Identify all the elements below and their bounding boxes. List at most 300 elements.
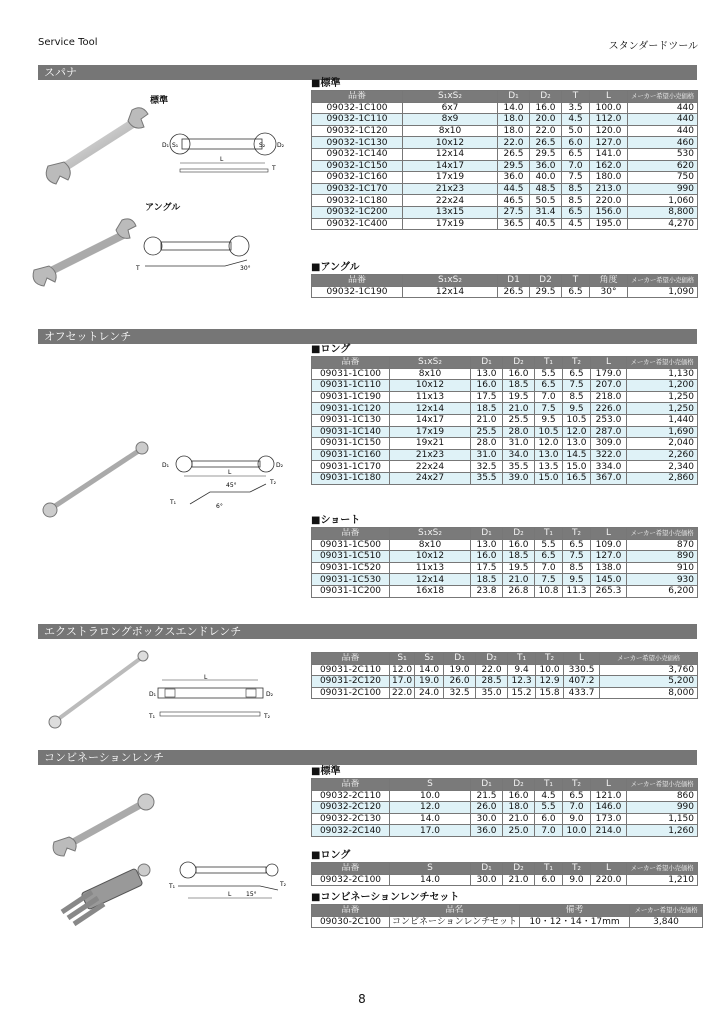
table-cell: 19.0 (415, 676, 444, 688)
table-cell: 330.5 (564, 664, 600, 676)
table-cell: 5.5 (535, 539, 563, 551)
table-cell: 8.5 (563, 391, 591, 403)
column-header: L (564, 653, 600, 665)
table-cell: 09032-1C110 (312, 114, 403, 126)
table-cell: 1,440 (627, 414, 698, 426)
table-cell: 09031-1C190 (312, 391, 390, 403)
table-cell: 16.0 (471, 551, 503, 563)
table-cell: 40.5 (530, 218, 562, 230)
table-cell: 09032-1C100 (312, 102, 403, 114)
table-cell: 18.5 (471, 574, 503, 586)
table-row (312, 172, 698, 184)
table-cell: 44.5 (498, 183, 530, 195)
table-cell: 30.0 (471, 874, 503, 886)
table-cell: 9.4 (508, 664, 536, 676)
column-header: メーカー希望小売価格 (628, 91, 698, 103)
table-cell: 36.0 (471, 825, 503, 837)
table-cell: 21.0 (503, 403, 535, 415)
table-cell: 40.0 (530, 172, 562, 184)
table-cell: 5,200 (600, 676, 698, 688)
table-cell: 09031-1C160 (312, 449, 390, 461)
column-header: 品番 (312, 863, 390, 875)
table-header-row (312, 905, 703, 917)
table-cell: 22x24 (390, 461, 471, 473)
table-row (312, 551, 698, 563)
spanner-angle-photo (30, 212, 150, 292)
table-cell: 21.0 (503, 874, 535, 886)
table-cell: 09032-2C100 (312, 874, 390, 886)
table-cell: 16.5 (563, 472, 591, 484)
table-cell: 9.5 (535, 414, 563, 426)
table-cell: 8x10 (403, 125, 498, 137)
offset-d2-label: D₂ (276, 462, 284, 469)
table-cell: 990 (627, 802, 698, 814)
table-cell: 35.5 (471, 472, 503, 484)
table-cell: 17.0 (390, 825, 471, 837)
table-cell: 10.0 (536, 664, 564, 676)
table-cell: 109.0 (591, 539, 627, 551)
table-cell: 22.0 (476, 664, 508, 676)
column-header: メーカー希望小売価格 (628, 275, 698, 287)
column-header: T (562, 91, 590, 103)
table-cell: 8.5 (563, 562, 591, 574)
column-header: D₂ (476, 653, 508, 665)
table-cell: 207.0 (591, 380, 627, 392)
table-cell: 18.5 (471, 403, 503, 415)
table-cell: 1,690 (627, 426, 698, 438)
table-cell: 32.5 (444, 687, 476, 699)
table-cell: 20.0 (530, 114, 562, 126)
subtitle-combo-set: ■コンビネーションレンチセット (311, 892, 460, 903)
section-title-box: エクストラロングボックスエンドレンチ (38, 624, 697, 639)
table-cell: 16.0 (503, 368, 535, 380)
table-cell: 16.0 (503, 790, 535, 802)
table-cell: 09032-1C180 (312, 195, 403, 207)
table-cell: 220.0 (591, 874, 627, 886)
table-cell: 48.5 (530, 183, 562, 195)
table-row (312, 380, 698, 392)
table-row (312, 813, 698, 825)
offset-d1-label: D₁ (162, 462, 170, 469)
t-label-angle: T (136, 265, 140, 272)
table-cell: 8x10 (390, 368, 471, 380)
table-cell: 1,150 (627, 813, 698, 825)
column-header: L (591, 779, 627, 791)
table-cell: 25.5 (471, 426, 503, 438)
spanner-angle-diagram (135, 230, 265, 275)
table-cell: 5.0 (562, 125, 590, 137)
table-cell: 7.5 (563, 551, 591, 563)
subtitle-offset-short: ■ショート (311, 515, 361, 526)
box-table (311, 652, 698, 699)
table-cell: 17.5 (471, 391, 503, 403)
table-row (312, 574, 698, 586)
table-cell: 35.0 (476, 687, 508, 699)
combo-set-table (311, 904, 703, 928)
table-cell: 11x13 (390, 391, 471, 403)
table-cell: 12.0 (390, 664, 415, 676)
s1-label: S₁ (172, 142, 179, 149)
table-cell: 17x19 (390, 426, 471, 438)
table-cell: 287.0 (591, 426, 627, 438)
table-cell: 1,260 (627, 825, 698, 837)
table-cell: 1,250 (627, 391, 698, 403)
table-cell: 09031-2C100 (312, 687, 390, 699)
table-header-row (312, 528, 698, 540)
table-cell: 890 (627, 551, 698, 563)
column-header: 品番 (312, 357, 390, 369)
table-cell: 12x14 (403, 148, 498, 160)
table-cell: 18.0 (498, 125, 530, 137)
offset-diagram (160, 452, 295, 510)
spanner-std-table (311, 90, 698, 230)
table-cell: 13.0 (471, 368, 503, 380)
spanner-std-diagram (160, 125, 295, 175)
s2-label: S₂ (259, 142, 266, 149)
page-number: 8 (358, 992, 366, 1006)
table-row (312, 286, 698, 298)
table-cell: 6.0 (562, 137, 590, 149)
combo-std-table (311, 778, 698, 837)
table-cell: 09031-1C520 (312, 562, 390, 574)
table-cell: 13.5 (535, 461, 563, 473)
table-cell: 13.0 (563, 438, 591, 450)
table-cell: 14.0 (498, 102, 530, 114)
table-cell: 7.0 (535, 391, 563, 403)
table-row (312, 114, 698, 126)
table-header-row (312, 863, 698, 875)
table-cell: 218.0 (591, 391, 627, 403)
table-cell: 7.0 (563, 802, 591, 814)
table-cell: 3.5 (562, 102, 590, 114)
table-cell: 09031-1C510 (312, 551, 390, 563)
table-cell: 2,260 (627, 449, 698, 461)
column-header: D₂ (503, 779, 535, 791)
table-cell: 13.0 (471, 539, 503, 551)
table-cell: 09031-1C170 (312, 461, 390, 473)
table-cell: 1,210 (627, 874, 698, 886)
table-row (312, 206, 698, 218)
table-cell: 6.5 (563, 790, 591, 802)
table-cell: 10.0 (563, 825, 591, 837)
table-cell: 8,800 (628, 206, 698, 218)
table-cell: 10.5 (563, 414, 591, 426)
angle30-label: 30° (240, 265, 251, 272)
box-d2-label: D₂ (266, 691, 274, 698)
section-title-combo: コンビネーションレンチ (38, 750, 697, 765)
table-cell: 09031-2C110 (312, 664, 390, 676)
column-header: 品番 (312, 528, 390, 540)
table-cell: 6.0 (535, 874, 563, 886)
column-header: D2 (530, 275, 562, 287)
table-cell: 156.0 (590, 206, 628, 218)
table-cell: 18.5 (503, 380, 535, 392)
table-cell: 195.0 (590, 218, 628, 230)
column-header: D1 (498, 275, 530, 287)
column-header: D₁ (471, 528, 503, 540)
combo-t1-label: T₁ (169, 883, 176, 890)
column-header: T₁ (535, 528, 563, 540)
table-cell: 29.5 (530, 148, 562, 160)
table-cell: 19.5 (503, 562, 535, 574)
table-cell: 27.5 (498, 206, 530, 218)
table-row (312, 102, 698, 114)
table-cell: 32.5 (471, 461, 503, 473)
table-row (312, 562, 698, 574)
t-label: T (272, 165, 276, 172)
table-cell: 31.0 (503, 438, 535, 450)
table-cell: 22x24 (403, 195, 498, 207)
table-header-row (312, 653, 698, 665)
table-cell: 9.0 (563, 874, 591, 886)
table-cell: 440 (628, 125, 698, 137)
column-header: D₁ (471, 779, 503, 791)
column-header: メーカー希望小売価格 (627, 528, 698, 540)
column-header: T (562, 275, 590, 287)
column-header: T₁ (535, 863, 563, 875)
combo-l-label: L (228, 891, 232, 898)
table-cell: 13.0 (535, 449, 563, 461)
table-row (312, 391, 698, 403)
column-header: メーカー希望小売価格 (627, 779, 698, 791)
table-cell: 162.0 (590, 160, 628, 172)
table-row (312, 148, 698, 160)
table-cell: 31.4 (530, 206, 562, 218)
column-header: メーカー希望小売価格 (600, 653, 698, 665)
column-header: 品名 (390, 905, 520, 917)
table-cell: 3,840 (630, 916, 703, 928)
table-cell: 9.5 (563, 403, 591, 415)
table-cell: 8x10 (390, 539, 471, 551)
offset-45-label: 45° (226, 482, 237, 489)
table-cell: 990 (628, 183, 698, 195)
table-row (312, 438, 698, 450)
table-cell: 09031-2C120 (312, 676, 390, 688)
table-cell: 14.5 (563, 449, 591, 461)
table-cell: 6.0 (535, 813, 563, 825)
column-header: 品番 (312, 779, 390, 791)
column-header: 品番 (312, 275, 403, 287)
column-header: D₁ (444, 653, 476, 665)
combo-15-label: 15° (246, 891, 257, 898)
table-cell: 23.8 (471, 585, 503, 597)
table-cell: 15.2 (508, 687, 536, 699)
column-header: S₁ (390, 653, 415, 665)
table-cell: 8,000 (600, 687, 698, 699)
table-cell: 12.0 (535, 438, 563, 450)
table-cell: 12.3 (508, 676, 536, 688)
table-cell: 26.5 (498, 286, 530, 298)
table-cell: 7.5 (563, 380, 591, 392)
table-cell: 870 (627, 539, 698, 551)
table-cell: 10x12 (403, 137, 498, 149)
column-header: S₁xS₂ (403, 275, 498, 287)
table-row (312, 539, 698, 551)
table-cell: 750 (628, 172, 698, 184)
table-row (312, 137, 698, 149)
offset-long-table (311, 356, 698, 485)
column-header: T₁ (508, 653, 536, 665)
table-cell: 367.0 (591, 472, 627, 484)
table-cell: 24.0 (415, 687, 444, 699)
table-row (312, 160, 698, 172)
table-cell: 50.5 (530, 195, 562, 207)
header-right: スタンダードツール (608, 41, 698, 52)
column-header: メーカー希望小売価格 (627, 863, 698, 875)
table-row (312, 125, 698, 137)
table-cell: 2,860 (627, 472, 698, 484)
offset-6-label: 6° (216, 503, 223, 510)
table-cell: 14.0 (390, 874, 471, 886)
table-cell: 21x23 (390, 449, 471, 461)
table-cell: 322.0 (591, 449, 627, 461)
d1-label: D₁ (162, 142, 170, 149)
column-header: S₁xS₂ (403, 91, 498, 103)
table-cell: 12x14 (403, 286, 498, 298)
table-cell: 26.5 (530, 137, 562, 149)
table-cell: 11x13 (390, 562, 471, 574)
table-cell: 179.0 (591, 368, 627, 380)
table-cell: 09032-2C140 (312, 825, 390, 837)
table-cell: 4.5 (535, 790, 563, 802)
table-cell: 09031-1C120 (312, 403, 390, 415)
table-cell: 17x19 (403, 218, 498, 230)
column-header: T₂ (536, 653, 564, 665)
table-cell: 620 (628, 160, 698, 172)
table-cell: 138.0 (591, 562, 627, 574)
box-diagram (148, 672, 288, 722)
table-cell: 1,060 (628, 195, 698, 207)
table-cell: 09031-1C150 (312, 438, 390, 450)
table-cell: 127.0 (590, 137, 628, 149)
column-header: L (590, 91, 628, 103)
table-cell: 09032-1C200 (312, 206, 403, 218)
table-cell: 18.0 (503, 802, 535, 814)
table-cell: 12.0 (563, 426, 591, 438)
combo-long-table (311, 862, 698, 886)
table-cell: 25.5 (503, 414, 535, 426)
table-cell: 7.5 (535, 574, 563, 586)
table-cell: 6.5 (562, 286, 590, 298)
table-cell: 21.0 (471, 414, 503, 426)
table-cell: 5.5 (535, 368, 563, 380)
table-cell: 39.0 (503, 472, 535, 484)
table-cell: 09032-1C170 (312, 183, 403, 195)
table-cell: 16.0 (471, 380, 503, 392)
table-cell: 226.0 (591, 403, 627, 415)
table-cell: 334.0 (591, 461, 627, 473)
table-cell: 09031-1C530 (312, 574, 390, 586)
table-row (312, 790, 698, 802)
table-cell: 09032-2C130 (312, 813, 390, 825)
table-cell: 127.0 (591, 551, 627, 563)
table-cell: 09031-1C140 (312, 426, 390, 438)
table-cell: 1,130 (627, 368, 698, 380)
table-cell: 910 (627, 562, 698, 574)
table-row (312, 585, 698, 597)
table-cell: 407.2 (564, 676, 600, 688)
table-cell: 112.0 (590, 114, 628, 126)
box-d1-label: D₁ (149, 691, 157, 698)
table-cell: 15.0 (535, 472, 563, 484)
table-cell: 09032-1C150 (312, 160, 403, 172)
table-cell: 440 (628, 114, 698, 126)
table-cell: 09032-1C140 (312, 148, 403, 160)
table-cell: 309.0 (591, 438, 627, 450)
column-header: 品番 (312, 653, 390, 665)
table-cell: 860 (627, 790, 698, 802)
table-cell: 24x27 (390, 472, 471, 484)
table-cell: コンビネーションレンチセット (390, 916, 520, 928)
table-cell: 7.5 (562, 172, 590, 184)
header-left: Service Tool (38, 37, 98, 48)
table-cell: 09032-1C130 (312, 137, 403, 149)
table-row (312, 461, 698, 473)
column-header: T₂ (563, 357, 591, 369)
spanner-angle-table (311, 274, 698, 298)
column-header: S₁xS₂ (390, 528, 471, 540)
offset-wrench-photo (40, 440, 160, 520)
column-header: S₂ (415, 653, 444, 665)
table-cell: 25.0 (503, 825, 535, 837)
table-cell: 460 (628, 137, 698, 149)
table-cell: 7.5 (535, 403, 563, 415)
column-header: T₂ (563, 779, 591, 791)
table-cell: 9.5 (563, 574, 591, 586)
table-row (312, 664, 698, 676)
table-cell: 15.0 (563, 461, 591, 473)
table-cell: 4,270 (628, 218, 698, 230)
table-cell: 10.8 (535, 585, 563, 597)
subtitle-combo-long: ■ロング (311, 850, 351, 861)
table-cell: 11.3 (563, 585, 591, 597)
table-cell: 09032-1C120 (312, 125, 403, 137)
table-cell: 09031-1C100 (312, 368, 390, 380)
column-header: メーカー希望小売価格 (630, 905, 703, 917)
table-cell: 34.0 (503, 449, 535, 461)
offset-t1-label: T₁ (170, 499, 177, 506)
table-cell: 5.5 (535, 802, 563, 814)
spanner-photo (40, 100, 160, 190)
table-cell: 09031-1C200 (312, 585, 390, 597)
table-cell: 6.5 (535, 551, 563, 563)
table-cell: 09031-1C180 (312, 472, 390, 484)
subtitle-spanner-std: ■標準 (311, 78, 341, 89)
table-cell: 8.5 (562, 195, 590, 207)
table-cell: 145.0 (591, 574, 627, 586)
table-row (312, 916, 703, 928)
table-row (312, 676, 698, 688)
table-row (312, 472, 698, 484)
column-header: 角度 (590, 275, 628, 287)
label-spanner-angle: アングル (145, 203, 181, 213)
table-cell: 19.0 (444, 664, 476, 676)
combo-wrench-photo (50, 790, 160, 860)
box-l-label: L (204, 674, 208, 681)
table-cell: 15.8 (536, 687, 564, 699)
table-cell: 17.0 (390, 676, 415, 688)
table-cell: 12x14 (390, 403, 471, 415)
table-cell: 09031-1C110 (312, 380, 390, 392)
table-cell: 26.5 (498, 148, 530, 160)
table-cell: 16.0 (503, 539, 535, 551)
table-header-row (312, 357, 698, 369)
table-cell: 12.9 (536, 676, 564, 688)
table-cell: 21.0 (503, 574, 535, 586)
table-cell: 4.5 (562, 114, 590, 126)
column-header: L (591, 357, 627, 369)
table-cell: 6x7 (403, 102, 498, 114)
